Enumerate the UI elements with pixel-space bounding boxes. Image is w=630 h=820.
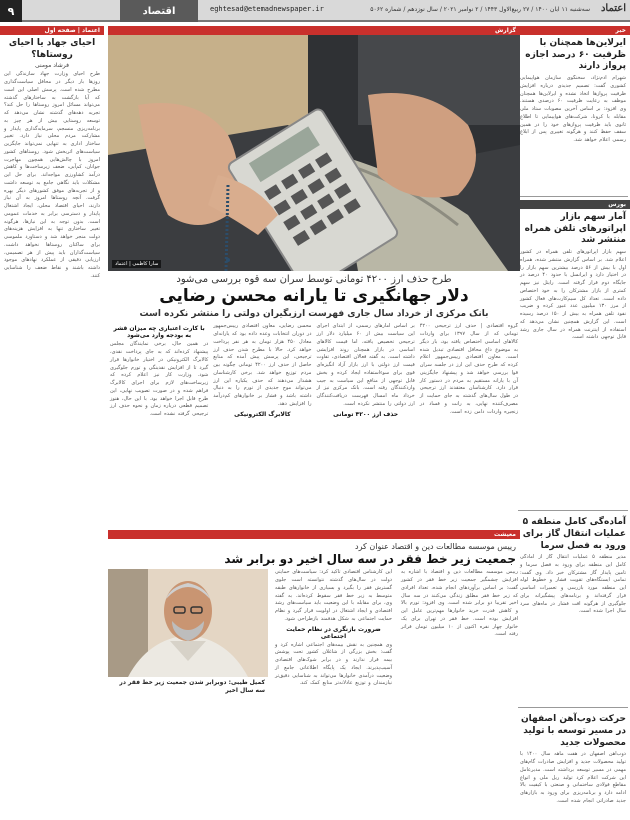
newspaper-logo: اعتماد — [600, 3, 626, 14]
lead-col1-text: گروه اقتصادی | حذف ارز ترجیحی ۴۲۰۰ تومانی که از سال ۱۳۹۷ برای واردات کالاهای اساسی اختصاص یافته بود، بار دیگر به موضوع داغ محافل اقتصادی تبدیل شده است. معاون اقتصادی رییس‌جمهور اعلام کرده که طرح حذف این ارز در جلسه سران قوا بررسی خواهد شد و پیشنهاد جایگزینی آن با یارانه مستقیم به مردم در دستور کار قرار دارد. کارشناسان معتقدند ارز ترجیحی در طول سال‌های گذشته به جای حمایت از مصرف‌کننده نهایی، به رانت و فساد در زنجیره واردات دامن زده است. — [419, 323, 518, 415]
date-line: سه‌شنبه ۱۱ آبان ۱۴۰۰ / ۲۷ ربیع‌الاول ۱۴۴۳ / ۲ نوامبر ۲۰۲۱ / سال نوزدهم / شماره ۵۰۶۲ — [370, 6, 590, 13]
stock-kicker: بورس — [516, 200, 630, 209]
article-body-steel: ذوب‌آهن اصفهان در هفت ماهه سال ۱۴۰۰ با تولید محصولات جدید و افزایش صادرات گام‌های مهمی در مسیر توسعه برداشته است. مدیرعامل این شرکت اعلام کرد تولید ریل ملی و انواع مقاطع فولادی ساختمانی و صنعتی با کیفیت بالا ادامه دارد و برنامه‌ریزی برای ورود به بازارهای جدید صادراتی انجام شده است. — [520, 751, 626, 804]
second-col3-text: وی همچنین به نقش بیمه‌های اجتماعی اشاره کرد و گفت: بخش بزرگی از شاغلان کشور تحت پوشش بیمه قرار ندارند و در برابر شوک‌های اقتصادی آسیب‌پذیرند. ایجاد یک پایگاه اطلاعاتی جامع از وضعیت درآمدی خانوارها می‌تواند به شناسایی دقیق‌تر نیازمندان و توزیع عادلانه‌تر منابع کمک کند. — [275, 641, 392, 687]
lead-overline: طرح حذف ارز ۴۲۰۰ تومانی توسط سران سه قوه بررسی می‌شود — [176, 274, 452, 285]
divider — [518, 196, 628, 197]
opinion-title: احیای جهاد یا احیای روستاها؟ — [8, 38, 96, 60]
center-column — [108, 26, 520, 820]
second-col2-text: این کارشناس اقتصادی تاکید کرد: سیاست‌های حمایتی دولت در سال‌های گذشته نتوانسته است جلوی گسترش فقر را بگیرد و بسیاری از خانوارهای طبقه متوسط به زیر خط فقر سقوط کرده‌اند. به گفته وی، برای مقابله با این وضعیت باید سیاست‌های رشد اقتصادی و ایجاد اشتغال در اولویت قرار گیرد و نظام حمایت اجتماعی به شکل هدفمند بازطراحی شود. — [275, 569, 392, 622]
article-body-gas: مدیر منطقه ۵ عملیات انتقال گاز از آمادگی کامل این منطقه برای ورود به فصل سرما و تامین پایدار گاز مشترکان خبر داد. وی گفت: تمامی ایستگاه‌های تقویت فشار و خطوط لوله این منطقه مورد بازرسی و تعمیرات اساسی قرار گرفته‌اند و برنامه‌های پیشگیرانه برای جلوگیری از هرگونه افت فشار در ماه‌های سرد سال اجرا شده است. — [520, 554, 626, 615]
lead-text-col — [420, 323, 518, 526]
portrait-block — [108, 569, 268, 809]
lead-col3-text: محسن رضایی، معاون اقتصادی رییس‌جمهور در دوران انتخابات وعده داده بود که یارانه‌ای معادل ۴۵۰ هزار تومان به هر نفر پرداخت خواهد کرد. حالا با مطرح شدن حذف ارز ترجیحی، این پرسش پیش آمده که منابع حاصل از حذف ارز ۴۲۰۰ تومانی چگونه بین مردم توزیع خواهد شد. برخی کارشناسان هشدار می‌دهند که حذف یکباره این ارز می‌تواند موج جدیدی از تورم را به دنبال داشته باشد و فشار بر خانوارهای کم‌درآمد را افزایش دهد. — [213, 323, 312, 407]
lead-inline-head: حذف ارز ۴۲۰۰ تومانی — [333, 410, 399, 418]
lead-inline-head: کالابرگ الکترونیکی — [234, 410, 291, 418]
lead-inline-head: با کارت اعتباری چه میزان قشر به بودجه وارد می‌شود — [113, 325, 205, 340]
report-kicker — [108, 26, 520, 35]
article-title-flights: ایرلاین‌ها همچنان با ظرفیت ۶۰ درصد اجازه پرواز دارند — [525, 38, 626, 72]
opinion-body: طرح احیای وزارت جهاد سازندگی این روزها بار دیگر در محافل سیاست‌گذاری مطرح شده است. پرسش اصلی این است که آیا بازگشت به ساختارهای گذشته می‌تواند مسائل امروز روستاها را حل کند؟ تجربه دهه‌های گذشته نشان می‌دهد که توسعه روستایی بیش از هر چیز به برنامه‌ریزی منسجم، سرمایه‌گذاری پایدار و مشارکت مردم محلی نیاز دارد. تغییر ساختار اداری به تنهایی نمی‌تواند جایگزین سیاست‌های اثربخش شود. روستاهای کشور امروز با چالش‌هایی همچون مهاجرت جوانان، کم‌آبی، ضعف زیرساخت‌ها و کاهش درآمد کشاورزی مواجه‌اند. برای حل این مشکلات باید نگاهی جامع به توسعه داشت و از تجربه‌های موفق کشورهای دیگر بهره گرفت. آنچه روستاها امروز به آن نیاز دارند، احیای اقتصاد محلی، ایجاد اشتغال پایدار و دسترسی برابر به خدمات عمومی است. بدون توجه به این نیازها، هرگونه تغییر ساختاری تنها به افزایش هزینه‌های دولت منجر خواهد شد و دستاورد ملموسی برای ساکنان روستاها نخواهد داشت. سیاست‌گذاران باید پیش از هر تصمیمی، ارزیابی دقیقی از عملکرد نهادهای موجود داشته باشند و نقاط ضعف را شناسایی کنند. — [4, 71, 100, 279]
page-number: ۹ — [0, 0, 22, 22]
portrait-caption: کمیل طیبی: دوبرابر شدن جمعیت زیر خط فقر در سه سال اخیر — [119, 679, 265, 695]
lead-photo — [108, 35, 520, 271]
article-title-operators: آمار سهم بازار اپراتورهای تلفن همراه منتشر شد — [524, 212, 626, 246]
article-body-operators: سهم بازار اپراتورهای تلفن همراه در کشور اعلام شد. بر اساس گزارش منتشر شده، همراه اول با بیش از ۵۶ درصد بیشترین سهم بازار را در اختیار دارد و ایرانسل با حدود ۴۰ درصد در جایگاه دوم قرار گرفته است. رایتل نیز سهم کمتری از بازار مشترکان را به خود اختصاص داده است. تعداد کل سیم‌کارت‌های فعال کشور از مرز ۱۳۰ میلیون عدد عبور کرده و ضریب نفوذ تلفن همراه به بیش از ۱۵۰ درصد رسیده است. این گزارش همچنین نشان می‌دهد که استفاده از اینترنت همراه در سال جاری رشد قابل توجهی داشته است. — [520, 249, 627, 341]
second-text-col — [273, 569, 394, 809]
hands-with-calculator-and-cash-image — [108, 35, 520, 271]
second-col1-text: رییس موسسه مطالعات دین و اقتصاد با اشاره به افزایش چشمگیر جمعیت زیر خط فقر در کشور گفت: بر اساس برآوردهای انجام شده، تعداد افرادی که زیر خط فقر مطلق زندگی می‌کنند در سه سال اخیر تقریبا دو برابر شده است. وی افزود: تورم بالا و کاهش قدرت خرید خانوارها مهم‌ترین عامل این افزایش بوده است. خط فقر در تهران برای یک خانوار چهار نفره اکنون از ۱۰ میلیون تومان فراتر رفته است. — [401, 569, 518, 638]
section-title: اقتصاد — [120, 0, 198, 22]
report-kicker-label: گزارش — [494, 27, 516, 34]
portrait-photo — [108, 569, 268, 677]
man-portrait-image — [108, 569, 268, 677]
news-kicker: خبر — [516, 26, 630, 35]
opinion-kicker: اعتماد | صفحه اول — [0, 26, 104, 35]
lead-text-col — [110, 323, 208, 526]
lead-col2-text: بر اساس آمارهای رسمی، از ابتدای اجرای این سیاست بیش از ۶۰ میلیارد دلار ارز ترجیحی تخصیص یافته، اما قیمت کالاهای اساسی در بازار همچنان روند افزایشی داشته است. به گفته فعالان اقتصادی، تفاوت قیمت ارز دولتی با ارز بازار آزاد انگیزه‌ای قوی برای سوءاستفاده ایجاد کرده و بخش قابل توجهی از منافع این سیاست به جیب واردکنندگان رفته است. بانک مرکزی نیز از خرداد ماه امسال فهرست دریافت‌کنندگان ارز دولتی را منتشر نکرده است. — [316, 323, 415, 407]
section-email: eghtesad@etemadnewspaper.ir — [210, 5, 324, 13]
masthead — [0, 0, 630, 22]
second-text-col — [399, 569, 520, 809]
second-overline: رییس موسسه مطالعات دین و اقتصاد عنوان کرد — [355, 542, 516, 552]
lead-subheadline: بانک مرکزی از خرداد سال جاری فهرست ارزبگیران دولتی را منتشر نکرده است — [139, 309, 489, 320]
lead-headline: دلار جهانگیری تا یارانه محسن رضایی — [159, 286, 469, 306]
opinion-author: فرشاد مومنی — [35, 62, 69, 70]
livelihood-kicker-label: معیشت — [493, 531, 516, 539]
divider — [518, 510, 628, 511]
lead-col4-text: در همین حال، برخی نمایندگان مجلس پیشنهاد کرده‌اند که به جای پرداخت نقدی، کالابرگ الکترونیکی در اختیار خانوارها قرار گیرد تا از افزایش نقدینگی و تورم جلوگیری شود. وزارت کار نیز اعلام کرده که زیرساخت‌های لازم برای اجرای کالابرگ فراهم شده و در صورت تصویب نهایی، این طرح قابل اجرا خواهد بود. با این حال، هنوز تصمیم قطعی درباره زمان و نحوه حذف ارز ترجیحی گرفته نشده است. — [110, 341, 209, 417]
second-article — [108, 569, 520, 809]
lead-text-col — [213, 323, 311, 526]
livelihood-kicker — [108, 530, 520, 539]
article-body-flights: شهرام آدم‌نژاد، سخنگوی سازمان هواپیمایی کشوری گفت: تصمیم جدیدی درباره افزایش ظرفیت پروازها اتخاذ نشده و ایرلاین‌ها همچنان موظف به رعایت ظرفیت ۶۰ درصدی هستند. وی افزود: بر اساس آخرین مصوبات ستاد ملی مقابله با کرونا، شرکت‌های هواپیمایی تا اطلاع ثانوی باید ظرفیت پروازهای خود را در همین سقف حفظ کنند و هرگونه تغییری پس از ابلاغ رسمی اعلام خواهد شد. — [520, 75, 626, 144]
second-headline: جمعیت زیر خط فقر در سه سال اخیر دو برابر شد — [224, 552, 516, 567]
article-title-steel: حرکت ذوب‌آهن اصفهان در مسیر توسعه با تولید محصولات جدید — [520, 714, 626, 748]
photo-credit: سارا کاظمی | اعتماد — [112, 260, 161, 268]
right-column — [516, 26, 630, 820]
article-title-gas: آماده‌گی کامل منطقه ۵ عملیات انتقال گاز برای ورود به فصل سرما — [522, 517, 626, 551]
lead-text-columns — [108, 323, 520, 526]
left-column — [0, 26, 104, 820]
second-inline-head: ضرورت بازنگری در نظام حمایت اجتماعی — [286, 625, 381, 640]
divider — [518, 707, 628, 708]
lead-text-col — [317, 323, 415, 526]
